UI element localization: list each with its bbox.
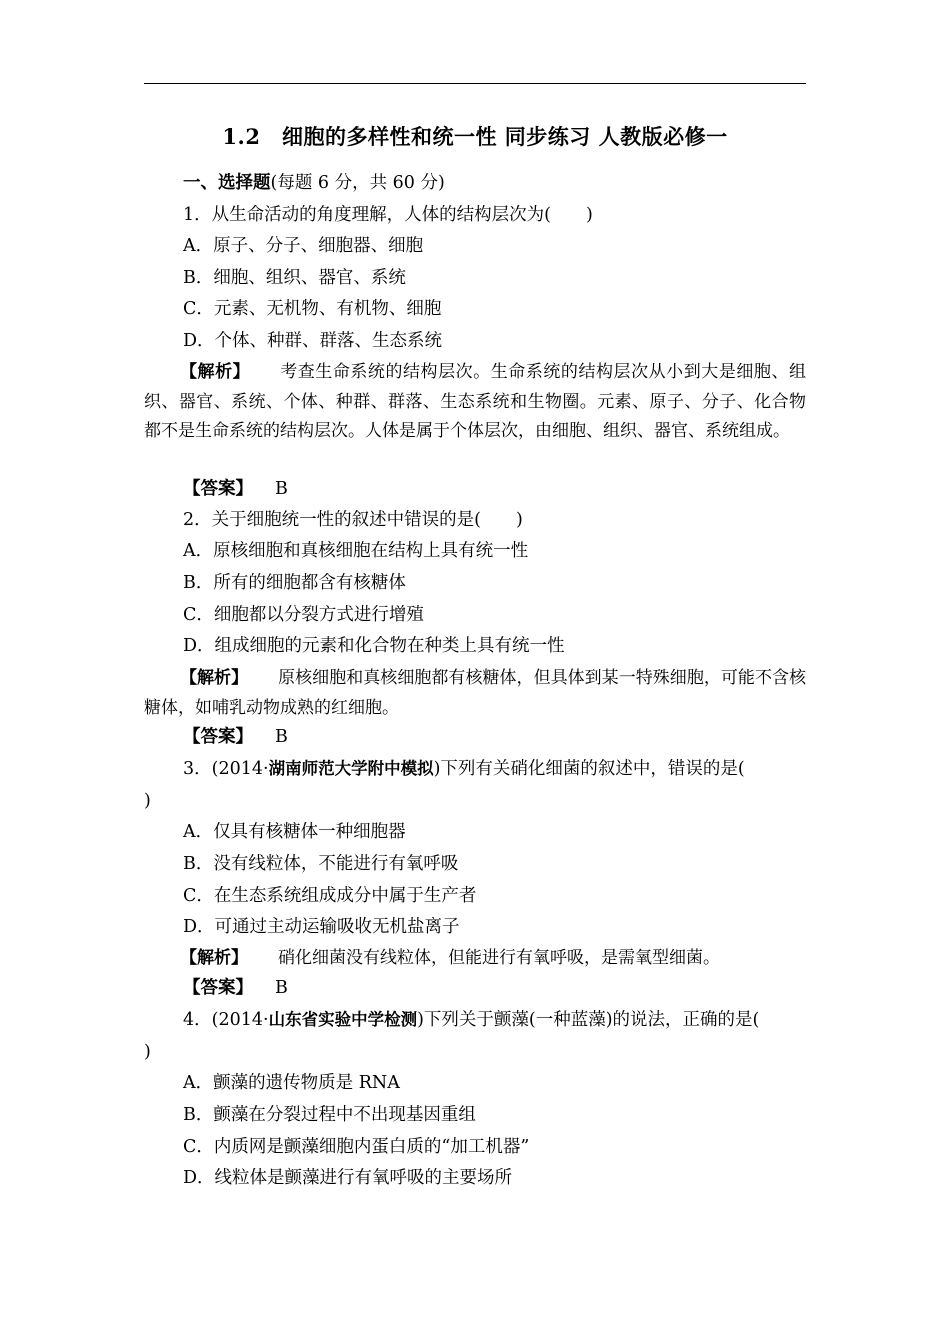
- q3-explanation-tag: 【解析】: [180, 948, 248, 968]
- q3-number: 3．(2014·: [183, 759, 269, 779]
- q2-option-a: A．原核细胞和真核细胞在结构上具有统一性: [183, 541, 529, 561]
- page-title: 1.2 细胞的多样性和统一性 同步练习 人教版必修一: [222, 124, 728, 149]
- q4-option-b: B．颤藻在分裂过程中不出现基因重组: [183, 1105, 476, 1125]
- q2-answer-value: B: [275, 727, 288, 747]
- q3-answer-value: B: [275, 978, 288, 998]
- q1-option-b: B．细胞、组织、器官、系统: [183, 268, 406, 288]
- q4-stem-text: )下列关于颤藻(一种蓝藻)的说法，正确的是(: [417, 1010, 760, 1030]
- q1-explanation: [144, 358, 806, 447]
- q3-source: 湖南师范大学附中模拟: [268, 759, 434, 778]
- q3-explanation-text: 硝化细菌没有线粒体，但能进行有氧呼吸，是需氧型细菌。: [278, 948, 720, 968]
- q3-stem: [183, 757, 745, 781]
- q1-answer-tag: 【答案】: [183, 479, 253, 499]
- q1-explanation-tag: 【解析】: [180, 362, 251, 382]
- q4-stem: [183, 1008, 759, 1032]
- q2-option-d: D．组成细胞的元素和化合物在种类上具有统一性: [183, 636, 565, 656]
- q4-stem-close: ): [144, 1042, 151, 1062]
- q2-explanation: [144, 664, 806, 723]
- q4-option-c: C．内质网是颤藻细胞内蛋白质的“加工机器”: [183, 1137, 530, 1157]
- q3-stem-close: ): [144, 791, 151, 811]
- section-heading: [183, 171, 445, 195]
- q1-answer: [183, 477, 288, 501]
- q1-option-c: C．元素、无机物、有机物、细胞: [183, 299, 442, 319]
- q3-answer-tag: 【答案】: [183, 978, 253, 998]
- q1-answer-value: B: [275, 479, 288, 499]
- q1-option-d: D．个体、种群、群落、生态系统: [183, 331, 443, 351]
- q3-option-b: B．没有线粒体，不能进行有氧呼吸: [183, 854, 459, 874]
- q4-source: 山东省实验中学检测: [268, 1010, 418, 1029]
- q3-option-c: C．在生态系统组成成分中属于生产者: [183, 886, 477, 906]
- q3-stem-text: )下列有关硝化细菌的叙述中，错误的是(: [433, 759, 745, 779]
- q2-explanation-text: 原核细胞和真核细胞都有核糖体，但具体到某一特殊细胞，可能不含核糖体，如哺乳动物成熟的红细胞。: [144, 668, 807, 718]
- q3-option-a: A．仅具有核糖体一种细胞器: [183, 822, 406, 842]
- q1-option-a: A．原子、分子、细胞器、细胞: [183, 236, 424, 256]
- q3-answer: [183, 976, 288, 1000]
- q4-number: 4．(2014·: [183, 1010, 269, 1030]
- q4-option-a: A．颤藻的遗传物质是 RNA: [183, 1073, 400, 1093]
- q1-stem: 1．从生命活动的角度理解，人体的结构层次为( ): [183, 205, 593, 225]
- q4-option-d: D．线粒体是颤藻进行有氧呼吸的主要场所: [183, 1168, 513, 1188]
- q3-explanation: [144, 944, 806, 974]
- q2-explanation-tag: 【解析】: [180, 668, 249, 688]
- q1-explanation-text: 考查生命系统的结构层次。生命系统的结构层次从小到大是细胞、组织、器官、系统、个体、种群、群落、生态系统和生物圈。元素、原子、分子、化合物都不是生命系统的结构层次。人体是属于个体层次，由细胞、组织、器官、系统组成。: [144, 362, 807, 441]
- header-rule: [144, 83, 806, 84]
- q2-option-b: B．所有的细胞都含有核糖体: [183, 573, 406, 593]
- section-note: (每题 6 分，共 60 分): [270, 173, 445, 193]
- section-heading-label: 一、选择题: [183, 173, 271, 193]
- q2-answer: [183, 725, 288, 749]
- q3-option-d: D．可通过主动运输吸收无机盐离子: [183, 917, 460, 937]
- q2-option-c: C．细胞都以分裂方式进行增殖: [183, 605, 424, 625]
- q2-stem: 2．关于细胞统一性的叙述中错误的是( ): [183, 510, 523, 530]
- q2-answer-tag: 【答案】: [183, 727, 253, 747]
